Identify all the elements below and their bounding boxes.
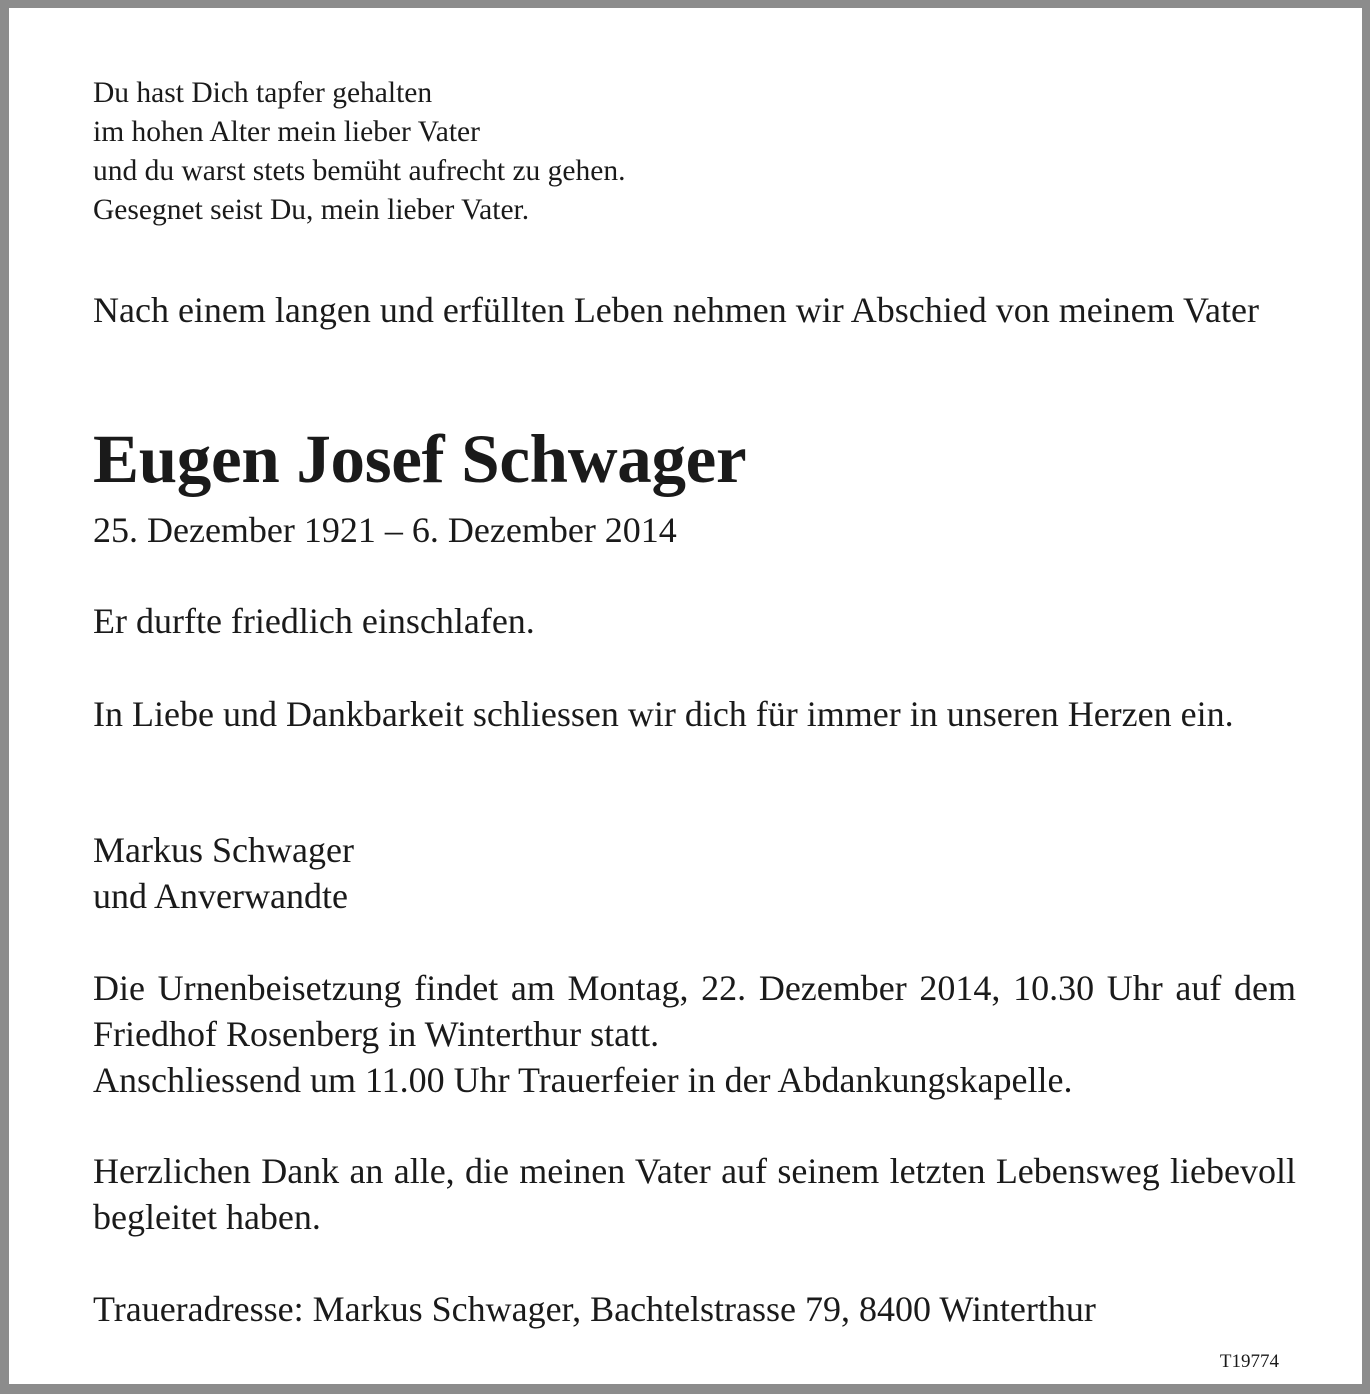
burial-text: Die Urnenbeisetzung findet am Montag, 22. Dezember 2014, 10.30 Uhr auf dem Friedhof Rosenberg in Winterthur statt. — [93, 968, 1296, 1054]
reference-code: T19774 — [1219, 1351, 1279, 1372]
poem-line: und du warst stets bemüht aufrecht zu gehen. — [93, 155, 626, 187]
thanks-text: Herzlichen Dank an alle, die meinen Vater auf seinem letzten Lebensweg liebevoll begleitet haben. — [93, 1151, 1296, 1237]
poem-line: Du hast Dich tapfer gehalten — [93, 77, 433, 109]
love-text: In Liebe und Dankbarkeit schliessen wir dich für immer in unseren Herzen ein. — [93, 694, 1234, 734]
poem-line: im hohen Alter mein lieber Vater — [93, 116, 480, 148]
signature-relatives: und Anverwandte — [93, 876, 348, 916]
service-text: Anschliessend um 11.00 Uhr Trauerfeier in der Abdankungskapelle. — [93, 1060, 1073, 1100]
life-dates: 25. Dezember 1921 – 6. Dezember 2014 — [93, 510, 677, 550]
poem-line: Gesegnet seist Du, mein lieber Vater. — [93, 194, 530, 226]
funeral-info — [93, 965, 1296, 1103]
signature-name: Markus Schwager — [93, 830, 354, 870]
intro-text: Nach einem langen und erfüllten Leben nehmen wir Abschied von meinem Vater — [93, 290, 1259, 330]
peaceful-text: Er durfte friedlich einschlafen. — [93, 601, 535, 641]
deceased-name: Eugen Josef Schwager — [93, 421, 747, 497]
mourning-address: Traueradresse: Markus Schwager, Bachtelstrasse 79, 8400 Winterthur — [93, 1289, 1096, 1329]
signature — [93, 827, 1296, 919]
poem — [93, 74, 1296, 230]
